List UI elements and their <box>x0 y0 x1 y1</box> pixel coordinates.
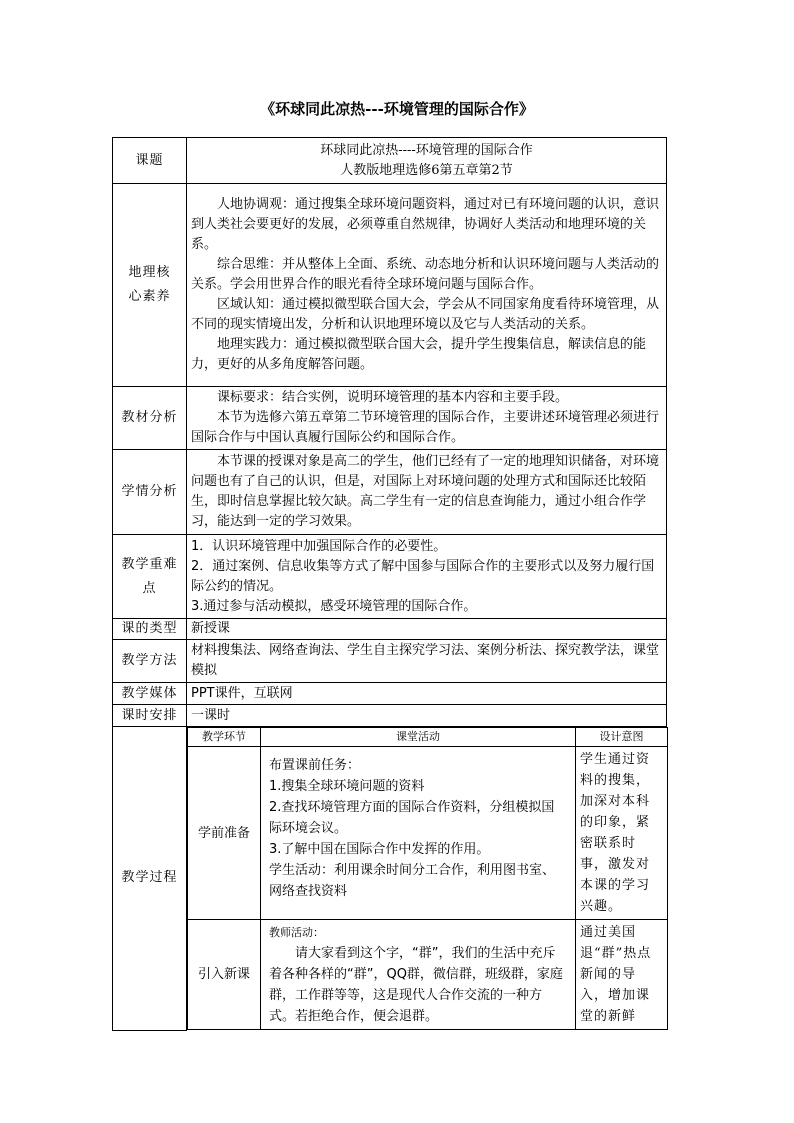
prep-a0: 布置课前任务： <box>269 758 361 773</box>
process-row-prep <box>188 747 668 920</box>
method-value: 材料搜集法、网络查询法、学生自主探究学习法、案例分析法、探究教学法，课堂模拟 <box>187 640 667 683</box>
step-intro: 引入新课 <box>188 920 261 1030</box>
row-process <box>113 727 667 1031</box>
label-literacy <box>113 184 187 387</box>
lesson-plan-table <box>112 137 667 1031</box>
students-p1: 本节课的授课对象是高二的学生，他们已经有了一定的地理知识储备，对环境问题也有了自己的认识，但是，对国际上对环境问题的处理方式和国际还比较陌生，即时信息掌握比较欠缺。高二学生有一定的信息查询能力，通过小组合作学习，能达到一定的学习效果。 <box>191 454 660 529</box>
media-value: PPT课件，互联网 <box>187 683 667 705</box>
literacy-p3: 区域认知：通过模拟微型联合国大会，学会从不同国家角度看待环境管理，从不同的现实情境出发，分析和认识地理环境以及它与人类活动的关系。 <box>191 297 660 332</box>
step-prep: 学前准备 <box>188 747 261 920</box>
row-students <box>113 450 667 535</box>
keypoint-2: 2．通过案例、信息收集等方式了解中国参与国际合作的主要形式以及努力履行国际公约的情况。 <box>191 558 655 594</box>
label-lesson-type: 课的类型 <box>113 619 187 640</box>
literacy-p1: 人地协调观：通过搜集全球环境问题资料，通过对已有环境问题的认识，意识到人类社会要更好的发展，必须尊重自然规律，协调好人类活动和地理环境的关系。 <box>191 197 660 252</box>
label-literacy-b: 心素养 <box>128 289 171 304</box>
row-textbook <box>113 387 667 450</box>
students-content <box>187 450 667 535</box>
label-topic: 课题 <box>113 138 187 184</box>
intro-a1: 请大家看到这个字，“群”，我们的生活中充斥着各种各样的“群”，QQ群，微信群，班级群，家庭群，工作群等等，这是现代人合作交流的一种方式。若拒绝合作，便会退群。 <box>269 946 563 1024</box>
label-textbook: 教材分析 <box>113 387 187 450</box>
intent-intro: 通过美国退“群”热点新闻的导入，增加课堂的新鲜 <box>576 920 668 1030</box>
literacy-content <box>187 184 667 387</box>
label-keypoints <box>113 535 187 619</box>
row-media <box>113 683 667 705</box>
label-schedule: 课时安排 <box>113 705 187 727</box>
topic-content <box>187 138 667 184</box>
textbook-p1: 课标要求：结合实例，说明环境管理的基本内容和主要手段。 <box>217 390 569 405</box>
intro-a0: 教师活动： <box>269 926 324 939</box>
prep-a1: 1.搜集全球环境问题的资料 <box>269 779 425 794</box>
label-students: 学情分析 <box>113 450 187 535</box>
label-method: 教学方法 <box>113 640 187 683</box>
label-process: 教学过程 <box>113 727 187 1031</box>
row-schedule <box>113 705 667 727</box>
keypoint-3: 3.通过参与活动模拟，感受环境管理的国际合作。 <box>191 598 477 614</box>
activity-intro <box>261 920 576 1030</box>
label-keypoints-a: 教学重难 <box>121 556 178 572</box>
topic-line1: 环球同此凉热----环境管理的国际合作 <box>320 142 533 158</box>
label-media: 教学媒体 <box>113 683 187 705</box>
row-lesson-type <box>113 619 667 640</box>
keypoints-content <box>187 535 667 619</box>
process-table <box>187 727 668 1030</box>
row-method <box>113 640 667 683</box>
process-row-intro <box>188 920 668 1030</box>
literacy-p2: 综合思维：并从整体上全面、系统、动态地分析和认识环境问题与人类活动的关系。学会用世界合作的眼光看待全球环境问题与国际合作。 <box>191 257 660 292</box>
label-keypoints-b: 点 <box>142 580 157 596</box>
prep-a4: 学生活动：利用课余时间分工合作，利用图书室、网络查找资料 <box>269 863 556 899</box>
row-literacy <box>113 184 667 387</box>
process-cell <box>187 727 667 1031</box>
prep-a2: 2.查找环境管理方面的国际合作资料，分组模拟国际环境会议。 <box>269 800 555 836</box>
header-step: 教学环节 <box>188 728 261 747</box>
header-intent: 设计意图 <box>576 728 668 747</box>
prep-a3: 3.了解中国在国际合作中发挥的作用。 <box>269 842 490 857</box>
header-activity: 课堂活动 <box>261 728 576 747</box>
lesson-type-value: 新授课 <box>187 619 667 640</box>
label-literacy-a: 地理核 <box>128 265 171 280</box>
topic-line2: 人教版地理选修6第五章第2节 <box>340 162 513 178</box>
process-header-row <box>188 728 668 747</box>
row-topic <box>113 138 667 184</box>
document-title: 《环球同此凉热---环境管理的国际合作》 <box>260 100 534 118</box>
textbook-content <box>187 387 667 450</box>
literacy-p4: 地理实践力：通过模拟微型联合国大会，提升学生搜集信息，解读信息的能力，更好的从多角度解答问题。 <box>191 337 647 372</box>
schedule-value: 一课时 <box>187 705 667 727</box>
textbook-p2: 本节为选修六第五章第二节环境管理的国际合作，主要讲述环境管理必须进行国际合作与中国认真履行国际公约和国际合作。 <box>191 410 660 445</box>
keypoint-1: 1．认识环境管理中加强国际合作的必要性。 <box>191 538 447 554</box>
intent-prep: 学生通过资料的搜集，加深对本科的印象，紧密联系时事，激发对本课的学习兴趣。 <box>576 747 668 920</box>
row-keypoints <box>113 535 667 619</box>
activity-prep <box>261 747 576 920</box>
